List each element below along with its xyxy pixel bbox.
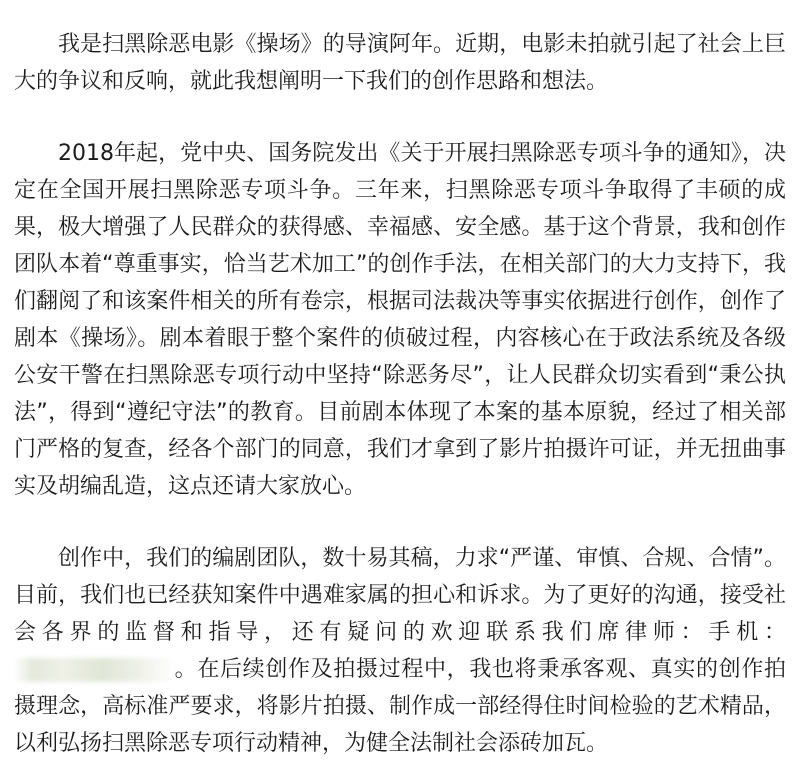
statement-document (14, 26, 786, 762)
paragraph-intro: 我是扫黑除恶电影《操场》的导演阿年。近期，电影未拍就引起了社会上巨大的争议和反响，就此我想阐明一下我们的创作思路和想法。 (14, 32, 786, 94)
paragraph-contact-before: 创作中，我们的编剧团队，数十易其稿，力求“严谨、审慎、合规、合情”。目前，我们也已经获知案件中遇难家属的担心和诉求。为了更好的沟通，接受社会各界的监督和指导，还有疑问的欢迎联系我们席律师：手机： (14, 546, 786, 645)
paragraph-contact (14, 540, 786, 762)
paragraph-background: 2018年起，党中央、国务院发出《关于开展扫黑除恶专项斗争的通知》，决定在全国开展扫黑除恶专项斗争。三年来，扫黑除恶专项斗争取得了丰硕的成果，极大增强了人民群众的获得感、幸福感、安全感。基于这个背景，我和创作团队本着“尊重事实，恰当艺术加工”的创作手法，在相关部门的大力支持下，我们翻阅了和该案件相关的所有卷宗，根据司法裁决等事实依据进行创作，创作了剧本《操场》。剧本着眼于整个案件的侦破过程，内容核心在于政法系统及各级公安干警在扫黑除恶专项行动中坚持“除恶务尽”，让人民群众切实看到“秉公执法”，得到“遵纪守法”的教育。目前剧本体现了本案的基本原貌，经过了相关部门严格的复查，经各个部门的同意，我们才拿到了影片拍摄许可证，并无扭曲事实及胡编乱造，这点还请大家放心。 (14, 141, 786, 499)
paragraph-contact-after: 。在后续创作及拍摄过程中，我也将秉承客观、真实的创作拍摄理念，高标准严要求，将影片拍摄、制作成一部经得住时间检验的艺术精品，以利弘扬扫黑除恶专项行动精神，为健全法制社会添砖加瓦。 (14, 657, 786, 756)
redacted-phone-number (14, 658, 174, 682)
